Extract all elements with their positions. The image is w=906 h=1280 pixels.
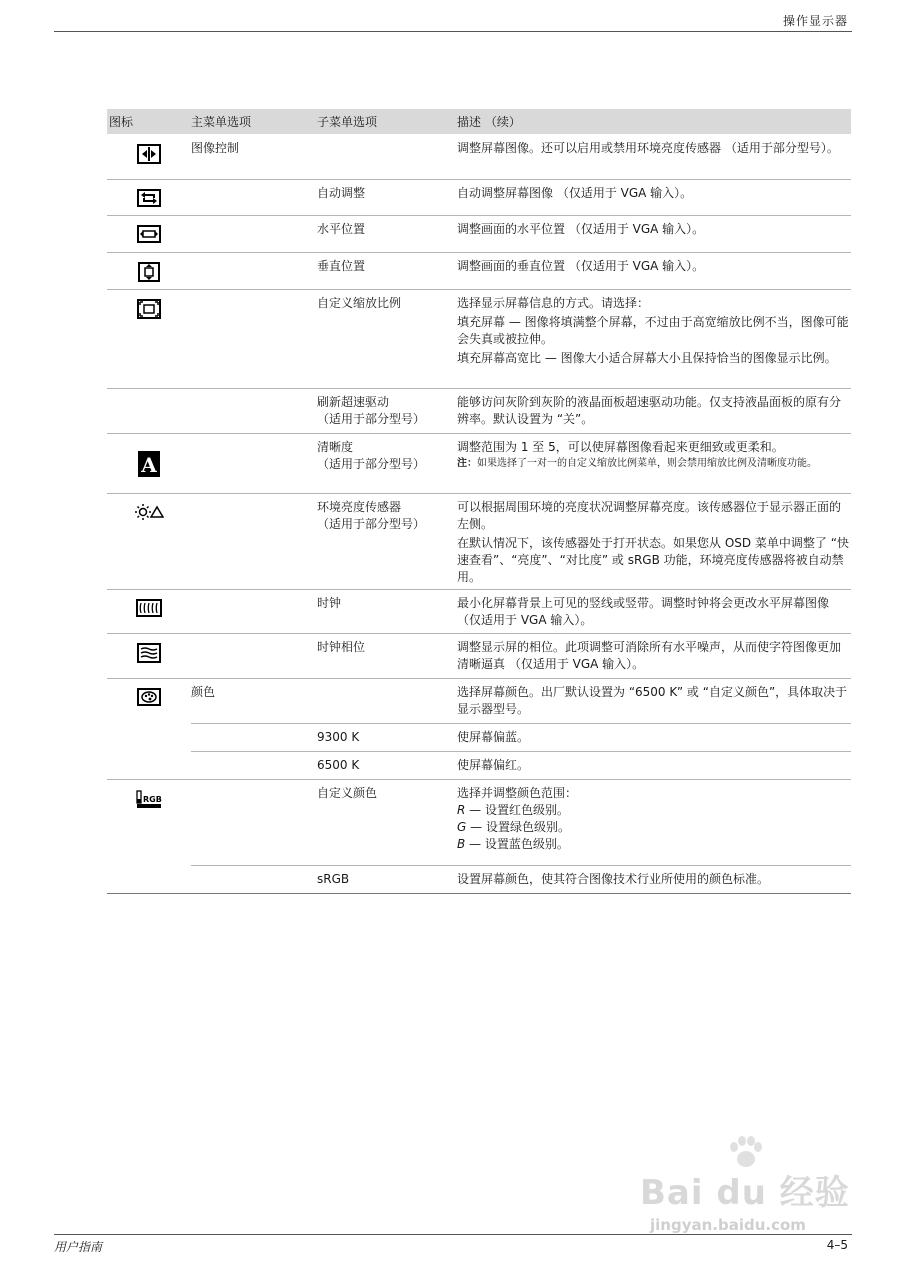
description-line: 选择显示屏幕信息的方式。请选择： bbox=[457, 296, 650, 310]
table-row bbox=[107, 433, 851, 493]
submenu-label: 自定义缩放比例 bbox=[317, 296, 402, 310]
submenu-label: 水平位置 bbox=[317, 222, 366, 236]
custom-scaling-icon bbox=[107, 295, 191, 319]
clock-phase-icon bbox=[107, 639, 191, 663]
footer-divider bbox=[54, 1234, 852, 1235]
note-label: 注： bbox=[457, 458, 477, 469]
description: 最小化屏幕背景上可见的竖线或竖带。调整时钟将会更改水平屏幕图像 （仅适用于 VGA 输入）。 bbox=[457, 596, 830, 627]
osd-menu-table bbox=[107, 109, 851, 893]
rgb-line-b bbox=[457, 836, 849, 853]
table-row bbox=[107, 179, 851, 215]
table-row bbox=[107, 678, 851, 723]
description: 调整屏幕图像。还可以启用或禁用环境亮度传感器 （适用于部分型号）。 bbox=[457, 141, 839, 155]
rgb-letter: R bbox=[457, 803, 466, 817]
rgb-line-r bbox=[457, 802, 849, 819]
table-row bbox=[107, 134, 851, 179]
table-row bbox=[107, 388, 851, 433]
baidu-jingyan-watermark bbox=[640, 1165, 850, 1234]
col-header-icon: 图标 bbox=[109, 115, 134, 129]
watermark-url: jingyan.baidu.com bbox=[650, 1216, 806, 1234]
description-line: 填充屏幕高宽比 — 图像大小适合屏幕大小且保持恰当的图像显示比例。 bbox=[457, 351, 837, 365]
description: 调整画面的水平位置 （仅适用于 VGA 输入）。 bbox=[457, 222, 705, 236]
submenu-label: 6500 K bbox=[317, 758, 360, 772]
col-header-description: 描述 （续） bbox=[457, 115, 521, 129]
main-menu-label: 图像控制 bbox=[191, 141, 240, 155]
description: 调整画面的垂直位置 （仅适用于 VGA 输入）。 bbox=[457, 259, 705, 273]
paw-icon bbox=[725, 1135, 765, 1171]
rgb-text: — 设置红色级别。 bbox=[465, 803, 569, 817]
svg-text:RGB: RGB bbox=[143, 795, 162, 804]
table-row bbox=[107, 493, 851, 589]
submenu-label: 自动调整 bbox=[317, 186, 366, 200]
description bbox=[457, 785, 849, 853]
page-number: 4–5 bbox=[826, 1238, 848, 1252]
description-line: 填充屏幕 — 图像将填满整个屏幕，不过由于高宽缩放比例不当，图像可能会失真或被拉伸。 bbox=[457, 315, 849, 346]
description: 设置屏幕颜色，使其符合图像技术行业所使用的颜色标准。 bbox=[457, 872, 770, 886]
table-row bbox=[107, 633, 851, 678]
footer-doc-title: 用户指南 bbox=[54, 1240, 103, 1254]
description-line: 在默认情况下，该传感器处于打开状态。如果您从 OSD 菜单中调整了 “快速查看”、“亮度”、“对比度” 或 sRGB 功能，环境亮度传感器将被自动禁用。 bbox=[457, 536, 849, 584]
image-control-icon bbox=[107, 140, 191, 164]
description: 能够访问灰阶到灰阶的液晶面板超速驱动功能。仅支持液晶面板的原有分辨率。默认设置为 “关”。 bbox=[457, 395, 842, 426]
submenu-label: 时钟相位 bbox=[317, 640, 366, 654]
submenu-label: 垂直位置 bbox=[317, 259, 366, 273]
description: 使屏幕偏红。 bbox=[457, 758, 530, 772]
submenu-label: 自定义颜色 bbox=[317, 786, 378, 800]
description-line: 调整范围为 1 至 5，可以使屏幕图像看起来更细致或更柔和。 bbox=[457, 440, 784, 454]
description bbox=[457, 439, 849, 471]
horizontal-position-icon bbox=[107, 221, 191, 243]
description: 使屏幕偏蓝。 bbox=[457, 730, 530, 744]
submenu-label: 时钟 bbox=[317, 596, 342, 610]
header-title: 操作显示器 bbox=[782, 14, 848, 28]
custom-color-rgb-icon bbox=[107, 785, 191, 809]
submenu-label: 清晰度 （适用于部分型号） bbox=[317, 440, 426, 471]
description: 选择屏幕颜色。出厂默认设置为 “6500 K” 或 “自定义颜色”，具体取决于显示器型号。 bbox=[457, 685, 848, 716]
rgb-letter: G bbox=[457, 820, 467, 834]
description: 自动调整屏幕图像 （仅适用于 VGA 输入）。 bbox=[457, 186, 693, 200]
submenu-label: sRGB bbox=[317, 872, 350, 886]
table-row bbox=[107, 779, 851, 865]
vertical-position-icon bbox=[107, 258, 191, 282]
table-row bbox=[107, 865, 851, 893]
note-text: 如果选择了一对一的自定义缩放比例菜单，则会禁用缩放比例及清晰度功能。 bbox=[477, 458, 817, 469]
table-row bbox=[107, 723, 851, 751]
sharpness-icon bbox=[107, 447, 191, 477]
description-line: 选择并调整颜色范围： bbox=[457, 786, 578, 800]
rgb-line-g bbox=[457, 819, 849, 836]
auto-adjust-icon bbox=[107, 185, 191, 207]
rgb-text: — 设置绿色级别。 bbox=[466, 820, 570, 834]
description bbox=[457, 499, 849, 586]
description-line: 可以根据周围环境的亮度状况调整屏幕亮度。该传感器位于显示器正面的左侧。 bbox=[457, 500, 842, 531]
submenu-label: 环境亮度传感器 （适用于部分型号） bbox=[317, 500, 426, 531]
color-palette-icon bbox=[107, 684, 191, 706]
col-header-main-menu: 主菜单选项 bbox=[191, 115, 252, 129]
main-menu-label: 颜色 bbox=[191, 685, 216, 699]
note bbox=[457, 456, 849, 471]
header-divider bbox=[54, 31, 852, 32]
watermark-brand: Bai du 经验 bbox=[640, 1173, 850, 1213]
clock-icon bbox=[107, 595, 191, 617]
submenu-label: 9300 K bbox=[317, 730, 360, 744]
description bbox=[457, 295, 849, 367]
description: 调整显示屏的相位。此项调整可消除所有水平噪声，从而使字符图像更加清晰逼真 （仅适用于 VGA 输入）。 bbox=[457, 640, 842, 671]
ambient-light-sensor-icon bbox=[107, 499, 191, 521]
table-row bbox=[107, 252, 851, 289]
rgb-text: — 设置蓝色级别。 bbox=[465, 837, 569, 851]
svg-text:A: A bbox=[141, 453, 157, 477]
table-header bbox=[107, 109, 851, 134]
col-header-submenu: 子菜单选项 bbox=[317, 115, 378, 129]
table-row bbox=[107, 589, 851, 633]
rgb-letter: B bbox=[457, 837, 466, 851]
table-row bbox=[107, 215, 851, 252]
table-row bbox=[107, 751, 851, 779]
table-row bbox=[107, 289, 851, 388]
submenu-label: 刷新超速驱动 （适用于部分型号） bbox=[317, 395, 426, 426]
